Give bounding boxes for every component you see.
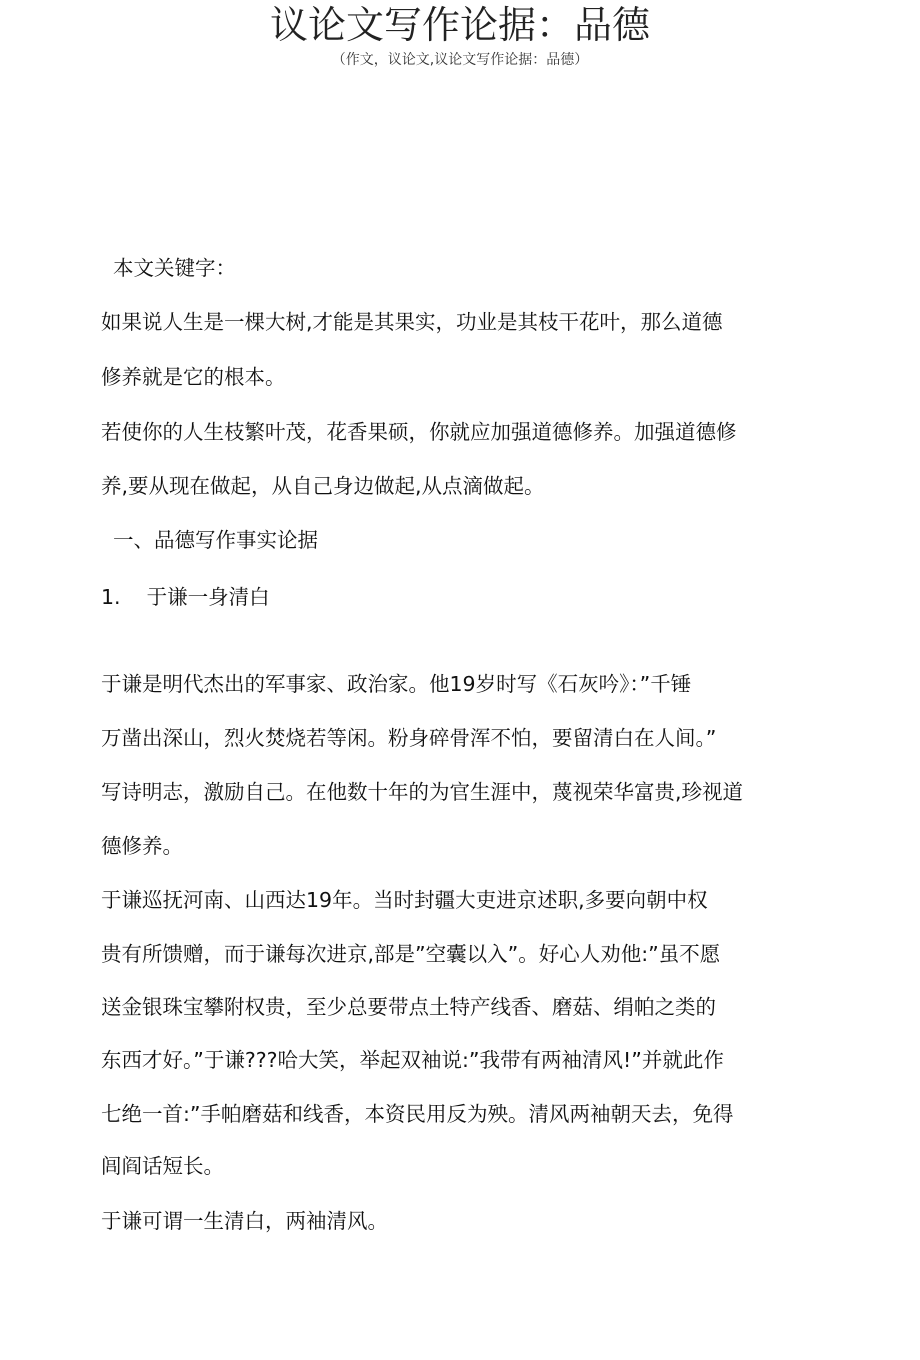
- paragraph-line: 送金银珠宝攀附权贵，至少总要带点土特产线香、磨菇、绢帕之类的: [101, 995, 716, 1019]
- paragraph-line: 若使你的人生枝繁叶茂，花香果硕，你就应加强道德修养。加强道德修: [101, 420, 737, 444]
- paragraph-line: 贵有所馈赠，而于谦每次进京,部是”空囊以入”。好心人劝他:”虽不愿: [101, 942, 721, 966]
- paragraph-line: 如果说人生是一棵大树,才能是其果实，功业是其枝干花叶，那么道德: [101, 310, 723, 334]
- paragraph-line: 于谦巡抚河南、山西达19年。当时封疆大吏进京述职,多要向朝中权: [101, 888, 708, 912]
- section-heading: 一、品德写作事实论据: [113, 528, 318, 552]
- paragraph-line: 写诗明志，激励自己。在他数十年的为官生涯中，蔑视荣华富贵,珍视道: [101, 780, 744, 804]
- keywords-label: 本文关键字：: [113, 256, 236, 280]
- subsection-heading: 1. 于谦一身清白: [101, 585, 270, 609]
- paragraph-line: 东西才好。”于谦???哈大笑，举起双袖说:”我带有两袖清风!”并就此作: [101, 1048, 724, 1072]
- paragraph-line: 于谦是明代杰出的军事家、政治家。他19岁时写《石灰吟》：”千锤: [101, 672, 692, 696]
- document-subtitle: （作文，议论文,议论文写作论据：品德）: [331, 52, 589, 68]
- paragraph-line: 德修养。: [101, 834, 183, 858]
- paragraph-line: 于谦可谓一生清白，两袖清风。: [101, 1209, 388, 1233]
- paragraph-line: 万凿出深山，烈火焚烧若等闲。粉身碎骨浑不怕，要留清白在人间。”: [101, 726, 717, 750]
- paragraph-line: 养,要从现在做起，从自己身边做起,从点滴做起。: [101, 474, 545, 498]
- paragraph-line: 修养就是它的根本。: [101, 365, 286, 389]
- paragraph-line: 七绝一首:”手帕磨菇和线香，本资民用反为殃。清风两袖朝天去，免得: [101, 1102, 734, 1126]
- paragraph-line: 闾阎话短长。: [101, 1154, 224, 1178]
- document-title: 议论文写作论据：品德: [269, 3, 650, 47]
